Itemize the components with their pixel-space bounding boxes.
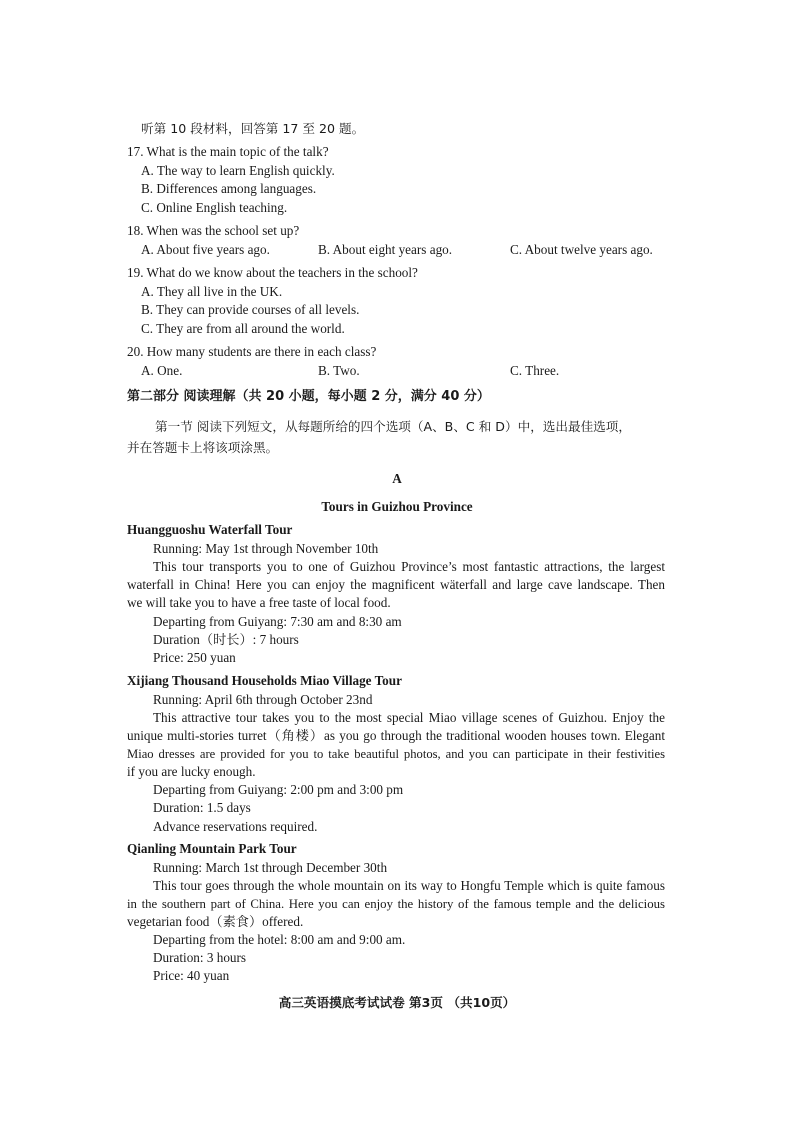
tour-3-desc-line: in the southern part of China. Here you can enjoy the history of the famous temple and the delicious — [127, 897, 665, 911]
tour-2-name: Xijiang Thousand Households Miao Village Tour — [127, 673, 402, 688]
tour-2-running: Running: April 6th through October 23nd — [153, 692, 373, 707]
q19-option-c: C. They are from all around the world. — [141, 321, 345, 336]
tour-1-desc-line: waterfall in China! Here you can enjoy the magnificent wäterfall and large cave landscape. Then — [127, 577, 665, 592]
tour-1-price: Price: 250 yuan — [153, 650, 236, 665]
tour-3-running: Running: March 1st through December 30th — [153, 860, 388, 875]
tour-1-running: Running: May 1st through November 10th — [153, 541, 379, 556]
tour-1-departing: Departing from Guiyang: 7:30 am and 8:30 am — [153, 614, 402, 629]
tour-2-reservation: Advance reservations required. — [153, 819, 318, 834]
tour-3-name: Qianling Mountain Park Tour — [127, 841, 297, 856]
tour-3-duration: Duration: 3 hours — [153, 950, 247, 965]
question-17: 17. What is the main topic of the talk? — [127, 144, 329, 159]
passage-letter: A — [392, 471, 402, 486]
q17-option-a: A. The way to learn English quickly. — [141, 163, 335, 178]
q17-option-c: C. Online English teaching. — [141, 200, 288, 215]
q19-option-b: B. They can provide courses of all levels. — [141, 302, 360, 317]
tour-3-departing: Departing from the hotel: 8:00 am and 9:00 am. — [153, 932, 406, 947]
question-20: 20. How many students are there in each class? — [127, 344, 377, 359]
tour-1-name: Huangguoshu Waterfall Tour — [127, 522, 293, 537]
tour-3-desc-line: vegetarian food（素食）offered. — [127, 914, 304, 929]
q20-option-b: B. Two. — [318, 363, 360, 378]
tour-2-desc-line: unique multi-stories turret（角楼）as you go through the traditional wooden houses town. Elegant — [127, 728, 665, 743]
section1-instruction-line2: 并在答题卡上将该项涂黑。 — [127, 440, 279, 455]
q18-option-b: B. About eight years ago. — [318, 242, 453, 257]
section1-instruction-line1: 第一节 阅读下列短文，从每题所给的四个选项（A、B、C 和 D）中，选出最佳选项， — [155, 419, 631, 434]
page-footer: 高三英语摸底考试试卷 第3页 （共10页） — [278, 995, 516, 1010]
question-18: 18. When was the school set up? — [127, 223, 300, 238]
tour-2-departing: Departing from Guiyang: 2:00 pm and 3:00 pm — [153, 782, 404, 797]
question-19: 19. What do we know about the teachers in the school? — [127, 265, 418, 280]
tour-1-desc-line: we will take you to have a free taste of local food. — [127, 595, 391, 610]
passage-title: Tours in Guizhou Province — [321, 499, 473, 514]
tour-3-desc-line: This tour goes through the whole mountain on its way to Hongfu Temple which is quite famous — [153, 878, 665, 893]
part2-heading: 第二部分 阅读理解（共 20 小题，每小题 2 分，满分 40 分） — [127, 389, 490, 404]
tour-1-duration: Duration（时长）: 7 hours — [153, 632, 299, 647]
tour-1-desc-line: This tour transports you to one of Guizhou Province’s most fantastic attractions, the largest — [153, 559, 665, 574]
q20-option-a: A. One. — [141, 363, 183, 378]
section-intro: 听第 10 段材料，回答第 17 至 20 题。 — [141, 121, 365, 136]
tour-2-duration: Duration: 1.5 days — [153, 800, 251, 815]
q20-option-c: C. Three. — [510, 363, 560, 378]
q19-option-a: A. They all live in the UK. — [141, 284, 283, 299]
tour-2-desc-line: Miao dresses are provided for you to take beautiful photos, and you can participate in their festivities — [127, 747, 665, 761]
tour-2-desc-line: if you are lucky enough. — [127, 764, 256, 779]
tour-2-desc-line: This attractive tour takes you to the most special Miao village scenes of Guizhou. Enjoy the — [153, 710, 665, 725]
q18-option-c: C. About twelve years ago. — [510, 242, 653, 257]
q18-option-a: A. About five years ago. — [141, 242, 270, 257]
q17-option-b: B. Differences among languages. — [141, 181, 317, 196]
tour-3-price: Price: 40 yuan — [153, 968, 230, 983]
